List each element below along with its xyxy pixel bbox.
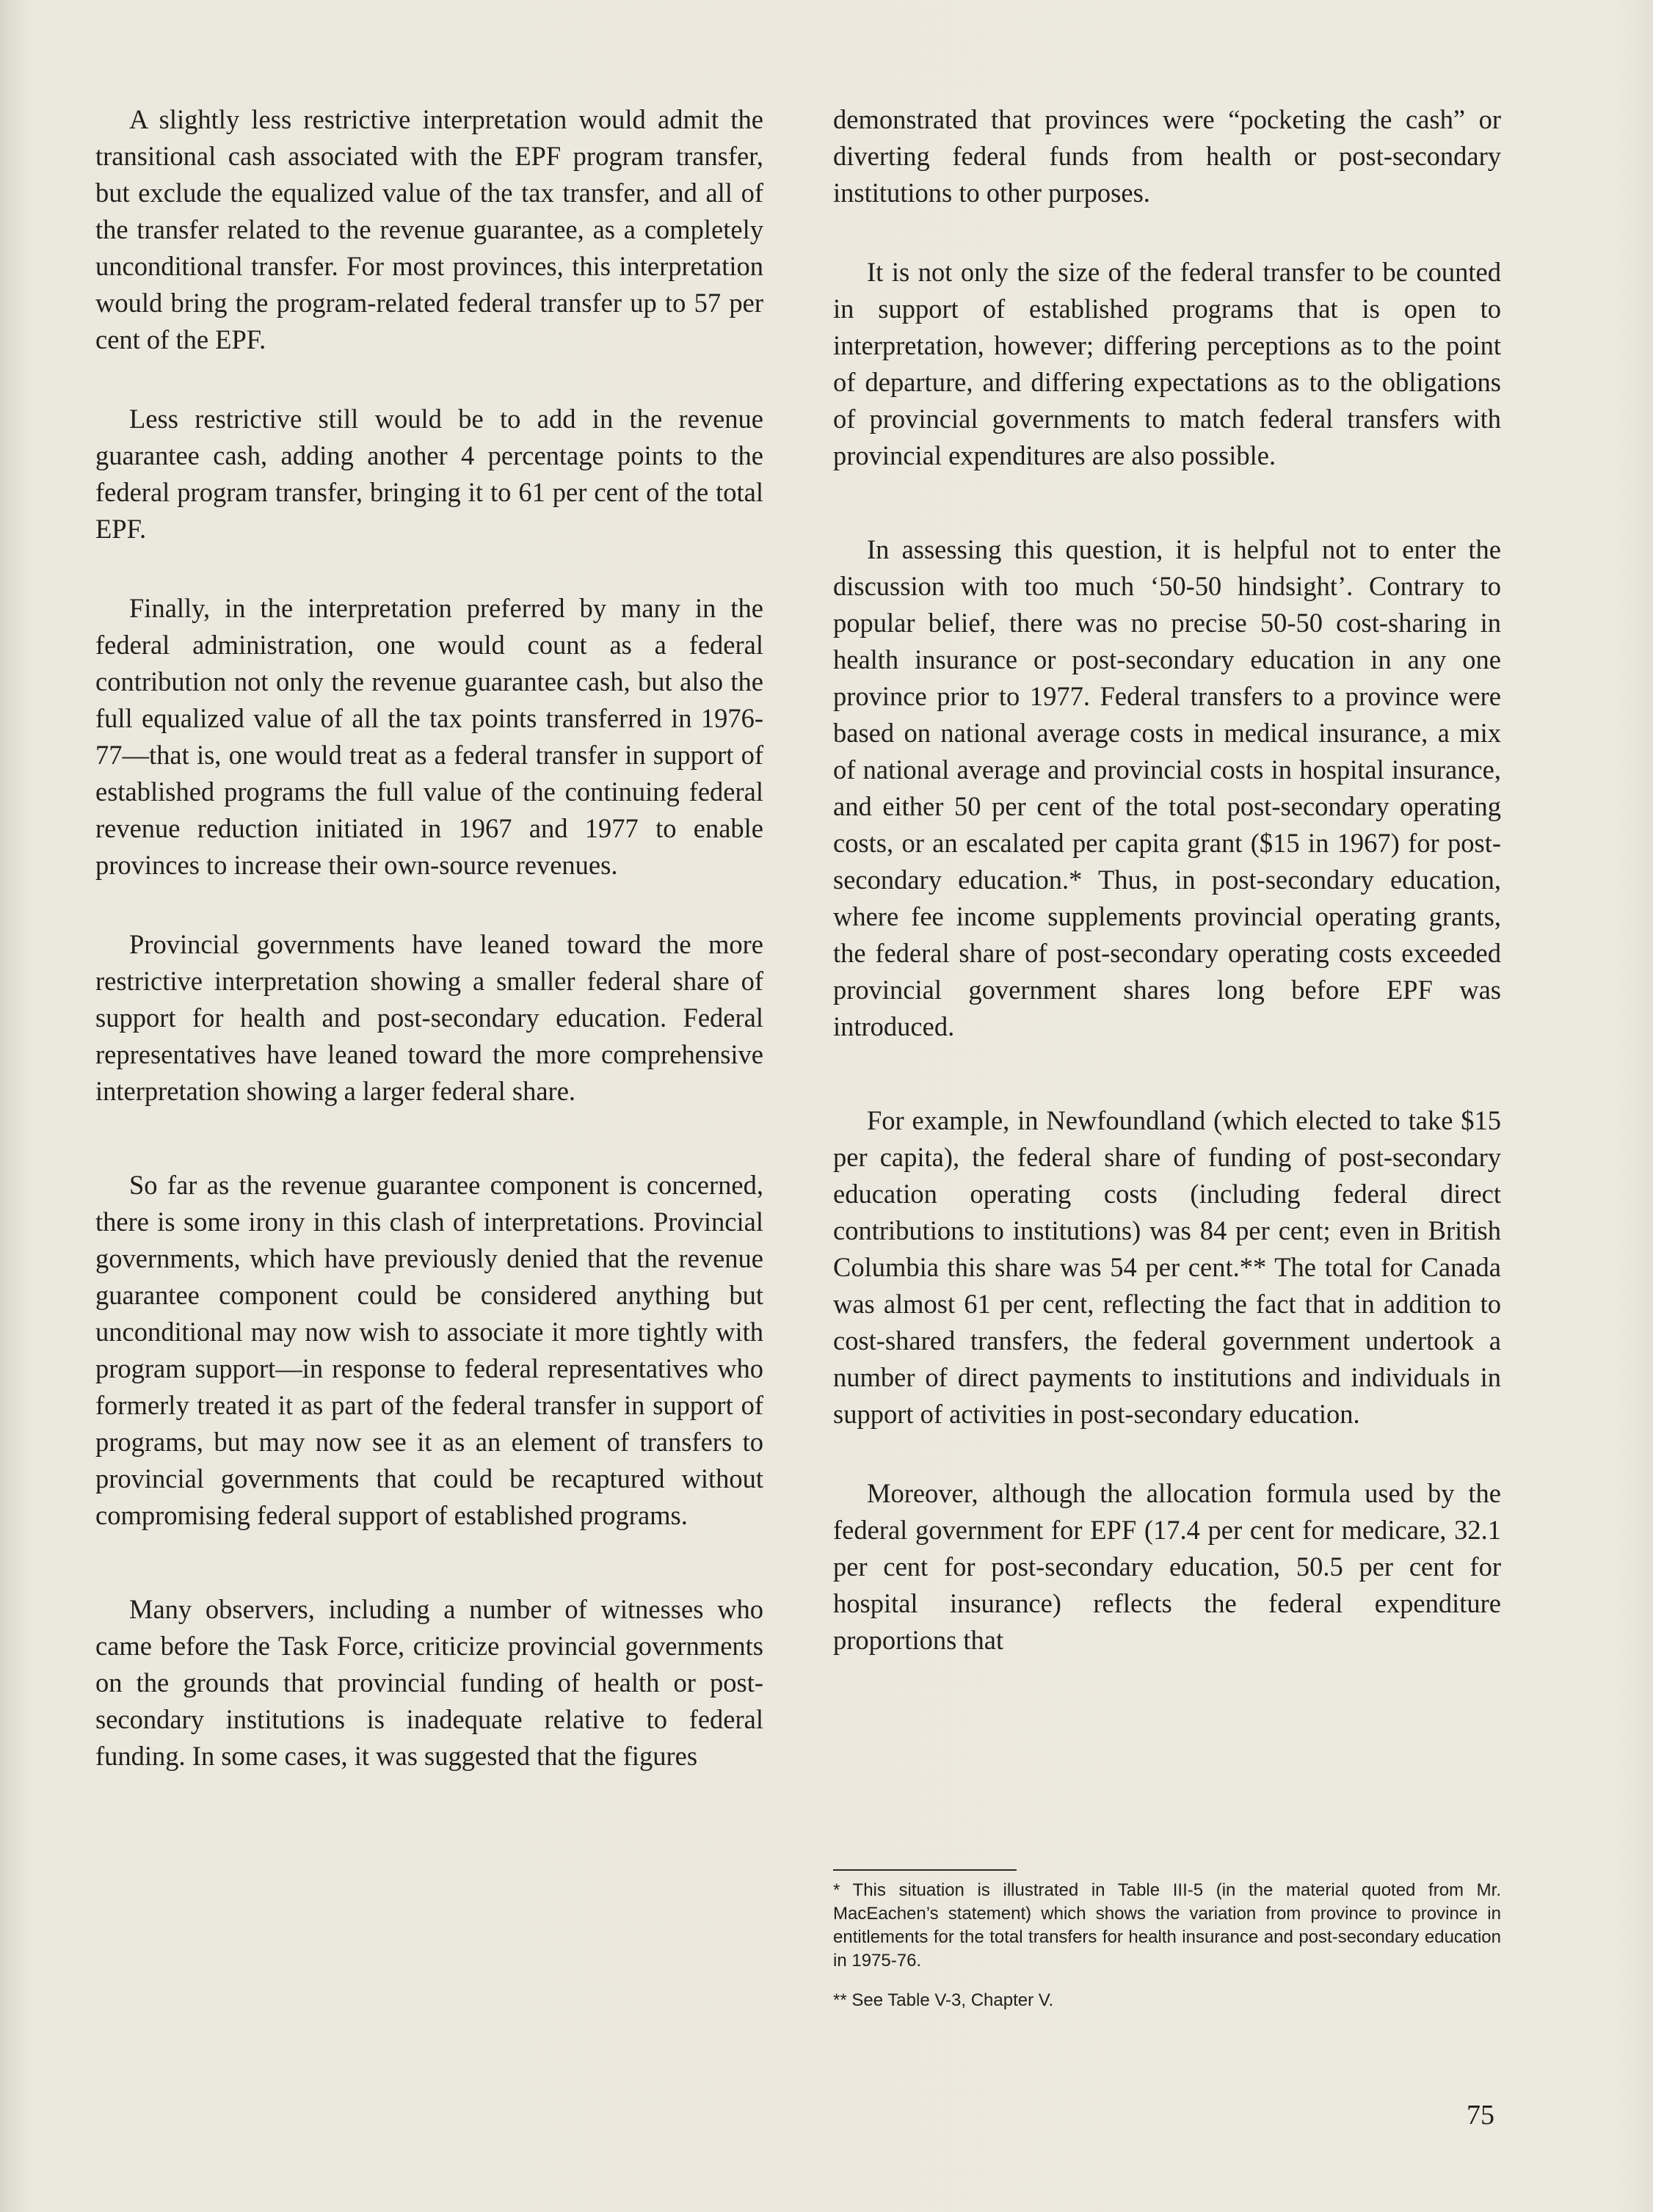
page-number: 75: [1467, 2100, 1494, 2131]
paragraph: Less restrictive still would be to add in the revenue guarantee cash, adding another 4 percentage points to the federal program transfer, bringing it to 61 per cent of the total EPF.: [95, 404, 763, 544]
footnotes: [833, 1879, 1501, 2029]
paragraph: It is not only the size of the federal transfer to be counted in support of established programs that is open to interpretation, however; differing perceptions as to the point of departure, and differing expectations as to the obligations of provincial governments to match federal transfers with provincial expenditures are also possible.: [833, 257, 1501, 470]
paragraph: Provincial governments have leaned toward the more restrictive interpretation showing a smaller federal share of support for health and post-secondary education. Federal representatives have leaned toward the more comprehensive interpretation showing a larger federal share.: [95, 929, 763, 1106]
paragraph: So far as the revenue guarantee component is concerned, there is some irony in this clash of interpretations. Provincial governments, which have previously denied that the revenue guarantee component could be considered anything but unconditional may now wish to associate it more tightly with program support—in response to federal representatives who formerly treated it as part of the federal transfer in support of programs, but may now see it as an element of transfers to provincial governments that could be recaptured without compromising federal support of established programs.: [95, 1170, 763, 1530]
footnote-divider: [833, 1869, 1017, 1871]
paragraph: Finally, in the interpretation preferred by many in the federal administration, one would count as a federal contribution not only the revenue guarantee cash, but also the full equalized value of all the tax points transferred in 1976-77—that is, one would treat as a federal transfer in support of established programs the full value of the continuing federal revenue reduction initiated in 1967 and 1977 to enable provinces to increase their own-source revenues.: [95, 593, 763, 880]
left-column: [95, 101, 763, 1817]
paragraph: For example, in Newfoundland (which elected to take $15 per capita), the federal share of funding of post-secondary education operating costs (including federal direct contributions to institutions) was 84 per cent; even in British Columbia this share was 54 per cent.** The total for Canada was almost 61 per cent, reflecting the fact that in addition to cost-shared transfers, the federal government undertook a number of direct payments to institutions and individuals in support of activities in post-secondary education.: [833, 1105, 1501, 1429]
paragraph: A slightly less restrictive interpretation would admit the transitional cash associated with the EPF program transfer, but exclude the equalized value of the tax transfer, and all of the transfer related to the revenue guarantee, as a completely unconditional transfer. For most provinces, this interpretation would bring the program-related federal transfer up to 57 per cent of the EPF.: [95, 104, 763, 354]
paragraph: Many observers, including a number of witnesses who came before the Task Force, criticize provincial governments on the grounds that provincial funding of health or post-secondary institutions is inadequate relative to federal funding. In some cases, it was suggested that the figures: [95, 1594, 763, 1771]
paragraph: Moreover, although the allocation formula used by the federal government for EPF (17.4 per cent for medicare, 32.1 per cent for post-secondary education, 50.5 per cent for hospital insurance) reflects the federal expenditure proportions that: [833, 1478, 1501, 1655]
footnote: * This situation is illustrated in Table III-5 (in the material quoted from Mr. MacEachen’s statement) which shows the variation from province to province in entitlements for the total transfers for health insurance and post-secondary education in 1975-76.: [833, 1880, 1501, 1971]
paragraph-continued: demonstrated that provinces were “pocketing the cash” or diverting federal funds from health or post-secondary institutions to other purposes.: [833, 104, 1501, 208]
footnote: ** See Table V-3, Chapter V.: [833, 1990, 1054, 2010]
right-column: [833, 101, 1501, 1701]
paragraph: In assessing this question, it is helpful not to enter the discussion with too much ‘50-50 hindsight’. Contrary to popular belief, there was no precise 50-50 cost-sharing in health insurance or post-secondary education in any one province prior to 1977. Federal transfers to a province were based on national average costs in medical insurance, a mix of national average and provincial costs in hospital insurance, and either 50 per cent of the total post-secondary operating costs, or an escalated per capita grant ($15 in 1967) for post-secondary education.* Thus, in post-secondary education, where fee income supplements provincial operating grants, the federal share of post-secondary operating costs exceeded provincial government shares long before EPF was introduced.: [833, 534, 1501, 1041]
